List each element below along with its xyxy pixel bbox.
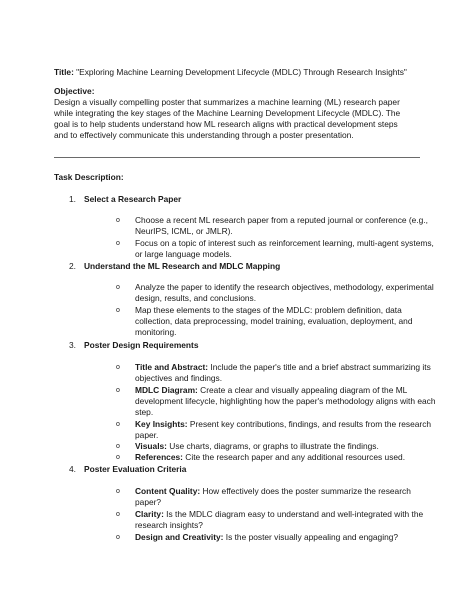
task-heading: Task Description:	[54, 172, 124, 182]
bullet-line: Focus on a topic of interest such as reinforcement learning, multi-agent systems,	[135, 238, 434, 248]
bullet-icon: o	[116, 534, 120, 541]
objective-line: goal is to help students understand how ML research aligns with practical development steps	[54, 119, 398, 129]
bullet-icon: o	[116, 284, 120, 291]
bullet-line	[135, 509, 423, 520]
bullet-line	[135, 419, 431, 430]
bullet-icon: o	[116, 307, 120, 314]
bullet-icon: o	[116, 511, 120, 518]
bullet-line	[135, 486, 411, 497]
objective-line: Design a visually compelling poster that summarizes a machine learning (ML) research paper	[54, 97, 400, 107]
bullet-icon: o	[116, 443, 120, 450]
bullet-text: Cite the research paper and any additional resources used.	[182, 452, 406, 462]
bullet-icon: o	[116, 240, 120, 247]
title-text: "Exploring Machine Learning Development Lifecycle (MDLC) Through Research Insights"	[73, 67, 407, 77]
bullet-label: Design and Creativity:	[135, 532, 224, 542]
task-number: 3.	[69, 340, 76, 350]
bullet-icon: o	[116, 217, 120, 224]
bullet-line	[135, 441, 379, 452]
bullet-label: MDLC Diagram:	[135, 385, 198, 395]
task-title: Understand the ML Research and MDLC Mapping	[84, 261, 281, 271]
bullet-icon: o	[116, 454, 120, 461]
bullet-text: Is the poster visually appealing and engaging?	[223, 532, 399, 542]
bullet-label: Title and Abstract:	[135, 362, 209, 372]
objective-line: while integrating the key stages of the Machine Learning Development Lifecycle (MDLC). The	[54, 108, 401, 118]
section-divider	[54, 157, 420, 158]
bullet-text: Present key contributions, findings, and results from the research	[187, 419, 432, 429]
bullet-line: paper?	[135, 497, 162, 507]
task-number: 1.	[69, 194, 76, 204]
bullet-line: or large language models.	[135, 249, 232, 259]
bullet-text: Create a clear and visually appealing diagram of the ML	[197, 385, 408, 395]
objective-heading: Objective:	[54, 86, 95, 96]
task-number: 4.	[69, 464, 76, 474]
bullet-line: step.	[135, 407, 154, 417]
bullet-label: Visuals:	[135, 441, 167, 451]
bullet-icon: o	[116, 488, 120, 495]
bullet-label: Clarity:	[135, 509, 164, 519]
bullet-line: objectives and findings.	[135, 373, 223, 383]
bullet-line: Analyze the paper to identify the research objectives, methodology, experimental	[135, 282, 434, 292]
bullet-icon: o	[116, 364, 120, 371]
bullet-text: Use charts, diagrams, or graphs to illustrate the findings.	[166, 441, 379, 451]
bullet-line: Map these elements to the stages of the MDLC: problem definition, data	[135, 305, 402, 315]
bullet-line: NeurIPS, ICML, or JMLR).	[135, 226, 233, 236]
bullet-label: Key Insights:	[135, 419, 188, 429]
bullet-icon: o	[116, 421, 120, 428]
task-title: Select a Research Paper	[84, 194, 182, 204]
bullet-line: Choose a recent ML research paper from a reputed journal or conference (e.g.,	[135, 215, 428, 225]
bullet-line: design, results, and conclusions.	[135, 293, 257, 303]
bullet-line: monitoring.	[135, 327, 177, 337]
bullet-line	[135, 452, 405, 463]
bullet-line	[135, 362, 431, 373]
bullet-line: collection, data preprocessing, model training, evaluation, deployment, and	[135, 316, 413, 326]
bullet-icon: o	[116, 387, 120, 394]
bullet-label: Content Quality:	[135, 486, 201, 496]
title-label: Title:	[54, 67, 74, 77]
bullet-line	[135, 385, 407, 396]
task-number: 2.	[69, 261, 76, 271]
bullet-text: How effectively does the poster summarize the research	[200, 486, 411, 496]
bullet-text: Include the paper's title and a brief abstract summarizing its	[208, 362, 431, 372]
bullet-line	[135, 532, 398, 543]
bullet-line: paper.	[135, 430, 159, 440]
bullet-line: development lifecycle, highlighting how the paper's methodology aligns with each	[135, 396, 436, 406]
bullet-line: research insights?	[135, 520, 203, 530]
objective-line: and to effectively communicate this understanding through a poster presentation.	[54, 130, 354, 140]
document-title	[54, 67, 407, 78]
bullet-text: Is the MDLC diagram easy to understand and well-integrated with the	[163, 509, 424, 519]
bullet-label: References:	[135, 452, 183, 462]
task-title: Poster Evaluation Criteria	[84, 464, 187, 474]
task-title: Poster Design Requirements	[84, 340, 199, 350]
